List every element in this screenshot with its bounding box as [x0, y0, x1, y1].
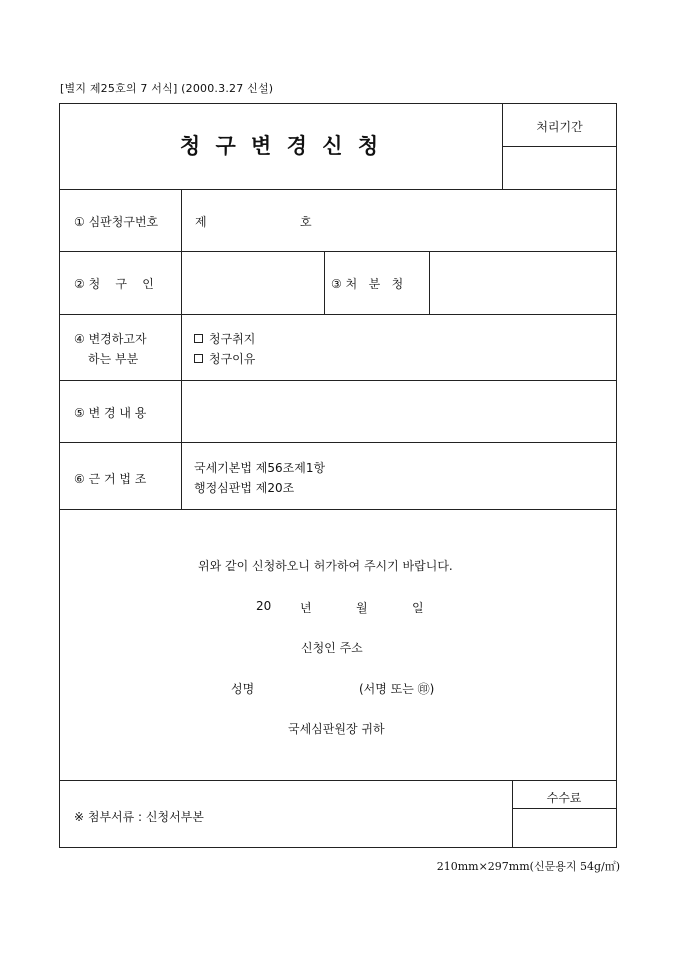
claimant-field[interactable] — [183, 254, 323, 310]
row-divider — [60, 442, 616, 443]
option-label: 청구취지 — [209, 332, 256, 346]
agency-label: ③ 처 분 청 — [331, 277, 404, 291]
change-request-form — [59, 103, 617, 848]
change-part-label-line1: ④ 변경하고자 — [74, 332, 147, 346]
row-divider — [60, 509, 616, 510]
case-number-field[interactable] — [218, 208, 298, 230]
case-number-prefix: 제 — [195, 215, 207, 229]
agency-field[interactable] — [431, 254, 614, 310]
row-divider — [60, 314, 616, 315]
row-divider — [60, 780, 616, 781]
processing-period-field[interactable] — [503, 147, 616, 188]
applicant-name-label: 성명 — [231, 682, 255, 696]
signature-label: (서명 또는 ㊞) — [359, 682, 435, 696]
row-divider — [60, 380, 616, 381]
claimant-label: ② 청 구 인 — [74, 277, 154, 291]
case-number-suffix: 호 — [300, 215, 312, 229]
cell-divider — [324, 251, 325, 314]
applicant-address-label: 신청인 주소 — [301, 641, 363, 655]
option-claim-purpose[interactable] — [194, 330, 255, 347]
applicant-address-field[interactable] — [374, 634, 574, 654]
date-year-label: 년 — [300, 601, 312, 615]
date-prefix: 20 — [256, 599, 272, 613]
fee-divider-h — [512, 808, 616, 809]
date-month-label: 월 — [356, 601, 368, 615]
date-day-label: 일 — [412, 601, 424, 615]
row-divider — [60, 251, 616, 252]
addressee: 국세심판원장 귀하 — [288, 722, 385, 736]
cell-divider — [429, 251, 430, 314]
legal-basis-line: 행정심판법 제20조 — [194, 481, 295, 495]
checkbox[interactable] — [194, 354, 203, 363]
fee-label: 수수료 — [546, 791, 582, 805]
case-number-label: ① 심판청구번호 — [74, 215, 159, 229]
fee-field[interactable] — [514, 810, 614, 845]
row-divider — [60, 189, 616, 190]
change-content-field[interactable] — [183, 383, 613, 439]
option-claim-reason[interactable] — [194, 350, 255, 367]
legal-basis-label: ⑥ 근 거 법 조 — [74, 472, 147, 486]
applicant-name-field[interactable] — [260, 675, 355, 695]
paper-spec: 210mm×297mm(신문용지 54g/㎡) — [436, 860, 620, 873]
checkbox[interactable] — [194, 334, 203, 343]
label-column-divider — [181, 189, 182, 509]
form-title: 청 구 변 경 신 청 — [179, 133, 383, 158]
form-number-note: [별지 제25호의 7 서식] (2000.3.27 신설) — [60, 82, 274, 95]
attachment-note: ※ 첨부서류 : 신청서부본 — [74, 810, 204, 824]
change-content-label: ⑤ 변 경 내 용 — [74, 406, 147, 420]
request-statement: 위와 같이 신청하오니 허가하여 주시기 바랍니다. — [198, 559, 453, 573]
change-part-label-line2: 하는 부분 — [88, 352, 139, 366]
legal-basis-line: 국세기본법 제56조제1항 — [194, 461, 326, 475]
option-label: 청구이유 — [209, 352, 256, 366]
processing-period-label: 처리기간 — [536, 120, 583, 134]
